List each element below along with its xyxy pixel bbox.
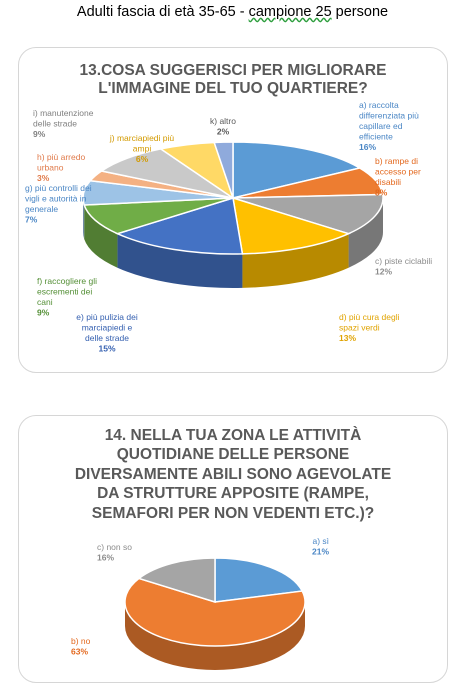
chart-13-label-8: h) più arredo urbano 3% — [37, 152, 86, 183]
chart-13-label-10: j) marciapiedi più ampi 6% — [109, 133, 175, 164]
chart-14-title-line-5: SEMAFORI PER NON VEDENTI ETC.)? — [91, 504, 375, 522]
header-underlined-text: campione 25 — [248, 4, 332, 20]
chart-13-title-line-1: 13.COSA SUGGERISCI PER MIGLIORARE — [79, 62, 387, 79]
chart-13-title-line-2: L'IMMAGINE DEL TUO QUARTIERE? — [98, 80, 368, 98]
chart-14-title-line-4: DA STRUTTURE APPOSITE (RAMPE, — [97, 485, 369, 503]
page-header — [0, 4, 465, 20]
chart-13-label-11: k) altro 2% — [210, 116, 236, 137]
chart-13-label-3: c) piste ciclabili 12% — [375, 256, 433, 277]
chart-13-label-2: b) rampe di accesso per disabili 8% — [375, 156, 421, 198]
chart-14-pie — [19, 416, 449, 684]
chart-14-label-2: b) no 63% — [71, 636, 91, 657]
chart-14-title-line-3: DIVERSAMENTE ABILI SONO AGEVOLATE — [74, 465, 392, 483]
chart-13-label-1: a) raccolta differenziata più capillare ed efficiente 16% — [359, 100, 419, 152]
chart-13-label-9: i) manutenzione delle strade 9% — [33, 108, 94, 139]
chart-13-pie — [19, 48, 449, 374]
chart-13-label-6: f) raccogliere gli escrementi dei cani 9% — [37, 276, 97, 318]
chart-14-title-line-1: 14. NELLA TUA ZONA LE ATTIVITÀ — [104, 427, 362, 444]
chart-14-label-1: a) sì 21% — [311, 536, 329, 557]
chart-13-label-7: g) più controlli dei vigli e autorità in generale 7% — [25, 183, 92, 225]
chart-14-title-line-2: QUOTIDIANE DELLE PERSONE — [116, 446, 350, 464]
chart-14-label-3: c) non so 16% — [97, 542, 132, 563]
chart-13-label-4: d) più cura degli spazi verdi 13% — [339, 312, 400, 343]
chart-13-panel — [18, 47, 448, 373]
chart-13-label-5: e) più pulizia dei marciapiedi e delle strade 15% — [76, 312, 138, 354]
header-text-before: Adulti fascia di età 35-65 - — [76, 4, 249, 20]
chart-14-panel — [18, 415, 448, 683]
header-text-after: persone — [331, 4, 389, 20]
